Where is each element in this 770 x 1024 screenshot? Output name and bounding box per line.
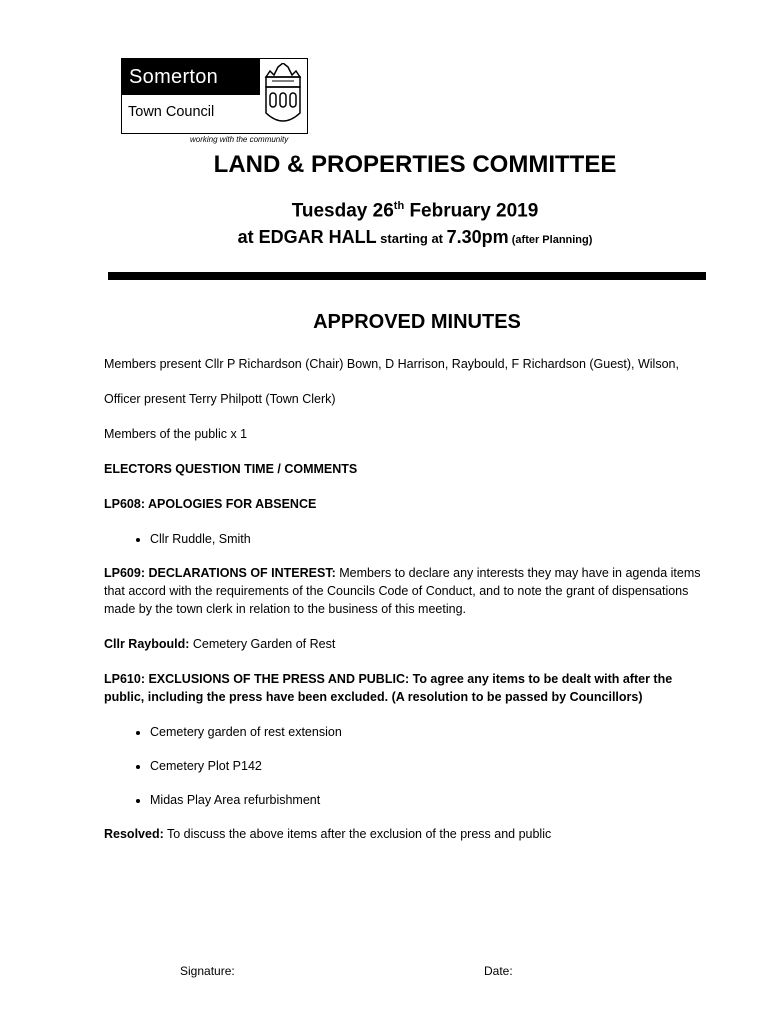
list-item: • Cllr Ruddle, Smith: [150, 530, 704, 548]
list-item: • Cemetery Plot P142: [150, 757, 704, 775]
list-item: • Midas Play Area refurbishment: [150, 791, 704, 809]
lp609-section: [104, 564, 704, 618]
logo-subname: Town Council: [128, 104, 215, 120]
apologies-list: [104, 530, 704, 548]
resolved-label: Resolved:: [104, 827, 164, 841]
lp609-heading: LP609: DECLARATIONS OF INTEREST:: [104, 566, 336, 580]
crest-icon: [262, 63, 304, 129]
venue-at: at EDGAR HALL: [237, 227, 377, 247]
declaration: [104, 635, 704, 653]
council-logo: [121, 58, 308, 134]
minutes-body: [104, 355, 704, 860]
logo-tagline: working with the community: [190, 135, 289, 144]
minutes-subtitle: APPROVED MINUTES: [313, 311, 521, 333]
header-divider: [108, 272, 706, 280]
resolution: [104, 825, 704, 843]
officer-present: Officer present Terry Philpott (Town Clerk): [104, 392, 336, 406]
lp608-heading: LP608: APOLOGIES FOR ABSENCE: [104, 497, 317, 511]
resolved-text: To discuss the above items after the exclusion of the press and public: [163, 827, 552, 841]
date-suffix: th: [393, 200, 405, 212]
exclusion-list: [104, 723, 704, 809]
venue-note: (after Planning): [508, 234, 593, 246]
date-label: Date:: [484, 964, 513, 978]
venue-time: 7.30pm: [446, 227, 509, 247]
venue-starting: starting at: [376, 231, 447, 246]
public-present: Members of the public x 1: [104, 427, 248, 441]
meeting-date: [0, 200, 770, 222]
electors-heading: ELECTORS QUESTION TIME / COMMENTS: [104, 462, 358, 476]
members-present: Members present Cllr P Richardson (Chair) Bown, D Harrison, Raybould, F Richardson (Guest), Wilson,: [104, 357, 679, 371]
page-title: LAND & PROPERTIES COMMITTEE: [213, 151, 617, 178]
lp609-text: Members to declare any interests they may have in agenda items that accord with the requirements of the Councils Code of Conduct, and to note the grant of dispensations made by the town clerk in relation to the business of this meeting.: [104, 566, 701, 616]
date-rest: February 2019: [404, 200, 539, 222]
date-prefix: Tuesday 26: [291, 200, 394, 222]
list-item: • Cemetery garden of rest extension: [150, 723, 704, 741]
signature-label: Signature:: [180, 964, 235, 978]
logo-name: Somerton: [122, 59, 260, 95]
declaration-name: Cllr Raybould:: [104, 637, 190, 651]
meeting-venue: [0, 227, 770, 248]
declaration-text: Cemetery Garden of Rest: [189, 637, 336, 651]
lp610-heading: LP610: EXCLUSIONS OF THE PRESS AND PUBLIC: To agree any items to be dealt with after the public, including the press have been excluded. (A resolution to be passed by Councillors): [104, 672, 673, 704]
